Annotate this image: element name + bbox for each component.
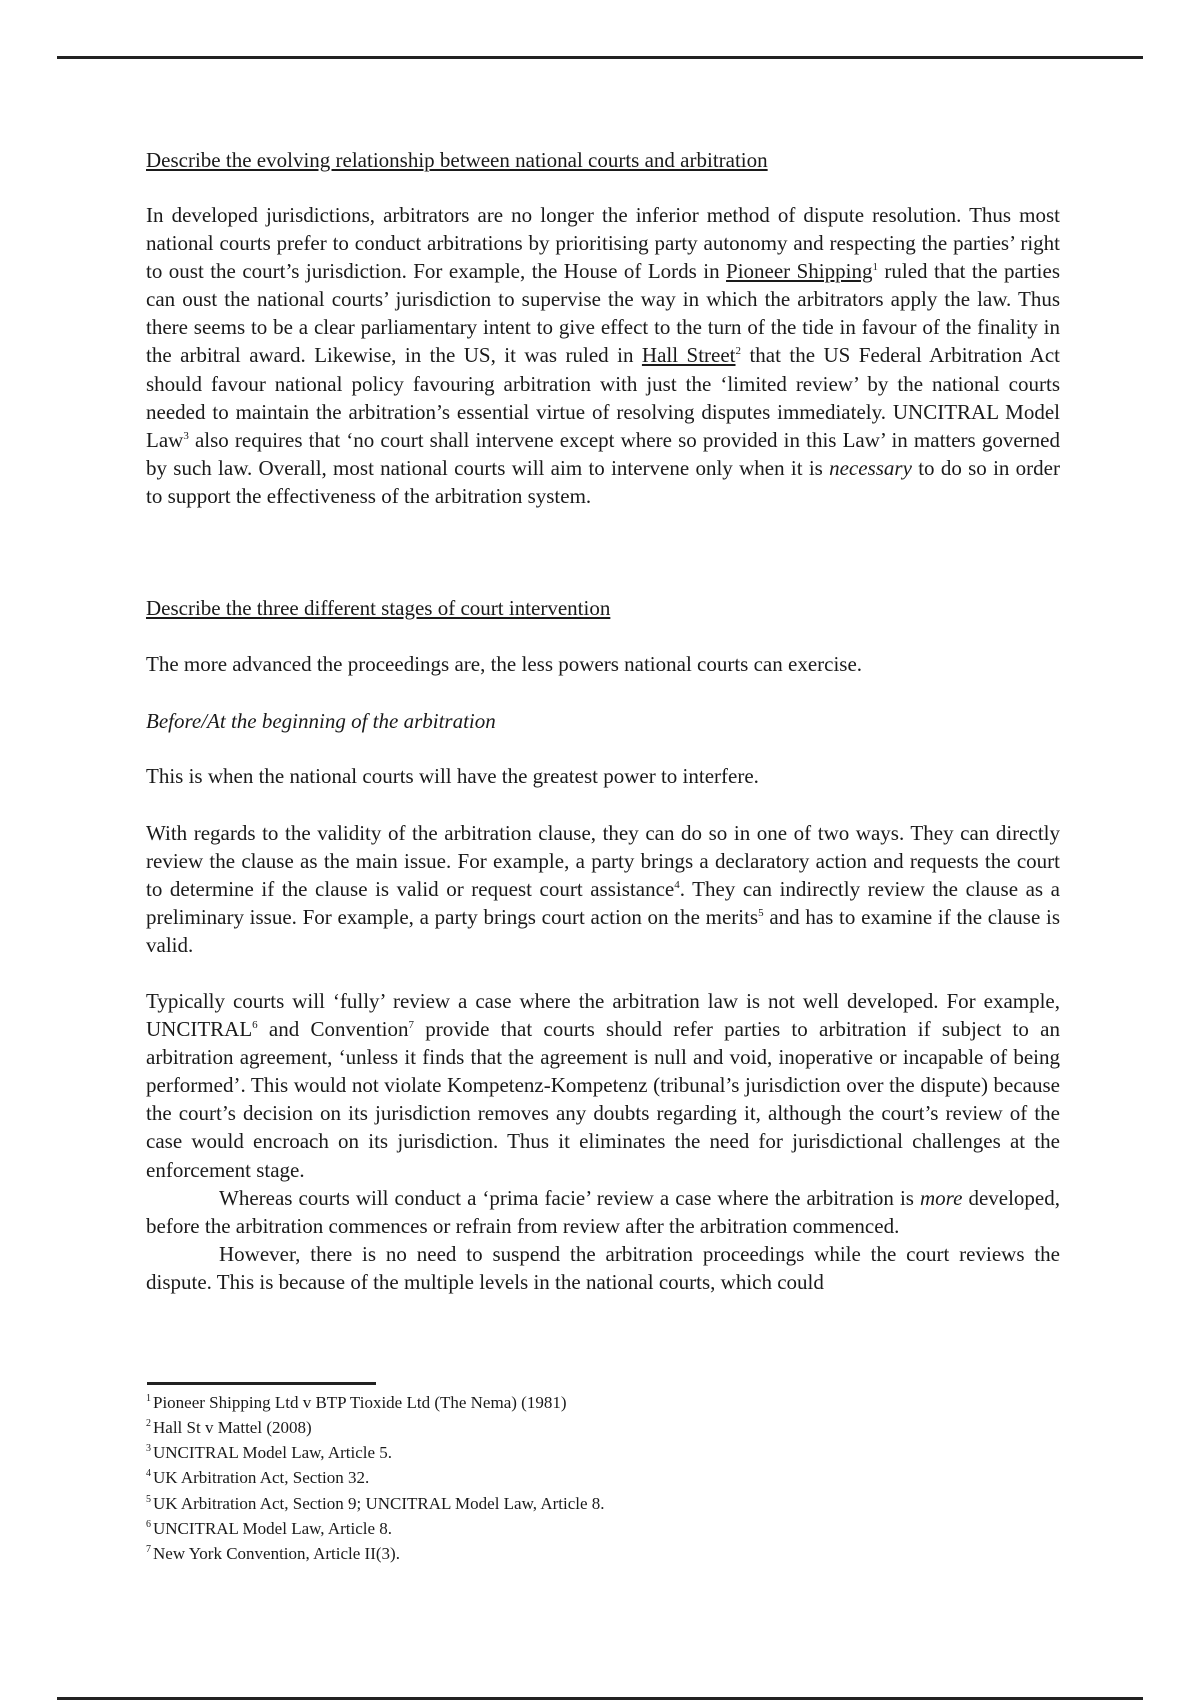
paragraph: This is when the national courts will have the greatest power to interfere. (146, 764, 759, 788)
footnote-number: 1 (146, 1393, 151, 1405)
footnote-separator (147, 1382, 376, 1385)
footnote-ref: 5 (758, 907, 764, 920)
footnote-number: 6 (146, 1519, 151, 1531)
text: to do so in order to support the effectiveness of the arbitration system. (146, 455, 1060, 508)
case-name: Pioneer Shipping (726, 259, 873, 284)
paragraph-group (146, 987, 1060, 1296)
footnote (146, 1441, 392, 1466)
paragraph (146, 201, 1060, 510)
footnote (146, 1517, 392, 1542)
footnote-text: UK Arbitration Act, Section 9; UNCITRAL Model Law, Article 8. (153, 1494, 605, 1513)
paragraph (146, 987, 1060, 1184)
text: and has to examine if the clause is valid. (146, 905, 1060, 958)
footnote-ref: 3 (183, 429, 189, 442)
footnote-text: New York Convention, Article II(3). (153, 1544, 400, 1563)
text: and Convention (257, 1017, 409, 1042)
paragraph (146, 819, 1060, 959)
paragraph (146, 1184, 1060, 1240)
text: . They can indirectly review the clause as a preliminary issue. For example, a party brings court action on the merits (146, 877, 1060, 930)
section-heading: Describe the three different stages of court intervention (146, 596, 611, 620)
footnote-text: UNCITRAL Model Law, Article 5. (153, 1443, 393, 1462)
text: developed, before the arbitration commences or refrain from review after the arbitration commenced. (146, 1185, 1060, 1238)
text: Typically courts will ‘fully’ review a case where the arbitration law is not well developed. For example, UNCITRAL (146, 989, 1060, 1042)
text: ruled that the parties can oust the national courts’ jurisdiction to supervise the way in which the arbitrators apply the law. Thus there seems to be a clear parliamentary intent to give effect to the turn of the tide in favour of the finality in the arbitral award. Likewise, in the US, it was ruled in (146, 259, 1060, 368)
footnote-number: 2 (146, 1418, 151, 1430)
footnote-text: UK Arbitration Act, Section 32. (153, 1468, 370, 1487)
footnote-number: 3 (146, 1443, 151, 1455)
text: In developed jurisdictions, arbitrators are no longer the inferior method of dispute resolution. Thus most national courts prefer to conduct arbitrations by prioritising party autonomy and respecting the parties’ right to oust the court’s jurisdiction. For example, the House of Lords in (146, 203, 1060, 284)
emphasis: more (920, 1185, 963, 1210)
text: Whereas courts will conduct a ‘prima facie’ review a case where the arbitration is (219, 1185, 921, 1210)
emphasis: necessary (829, 455, 912, 480)
footnote (146, 1542, 400, 1567)
footnote-number: 4 (146, 1468, 151, 1480)
case-name: Hall Street (641, 343, 736, 368)
text: also requires that ‘no court shall intervene except where so provided in this Law’ in matters governed by such law. Overall, most national courts will aim to intervene only when it is (146, 427, 1060, 480)
footnote-text: UNCITRAL Model Law, Article 8. (153, 1519, 393, 1538)
footnote-text: Pioneer Shipping Ltd v BTP Tioxide Ltd (The Nema) (1981) (153, 1393, 567, 1412)
footnote (146, 1492, 605, 1517)
footnote-ref: 6 (252, 1019, 258, 1032)
footnote (146, 1391, 566, 1416)
footnote-ref: 7 (408, 1019, 415, 1032)
footnote-ref: 1 (872, 261, 878, 274)
footnote (146, 1416, 312, 1441)
text: provide that courts should refer parties to arbitration if subject to an arbitration agreement, ‘unless it finds that the agreement is null and void, inoperative or incapable of being performed’. This would not violate Kompetenz-Kompetenz (tribunal’s jurisdiction over the dispute) because the court’s decision on its jurisdiction removes any doubts regarding it, although the court’s review of the case would encroach on its jurisdiction. Thus it eliminates the need for jurisdictional challenges at the enforcement stage. (146, 1017, 1060, 1182)
subheading: Before/At the beginning of the arbitration (146, 709, 496, 733)
paragraph: The more advanced the proceedings are, the less powers national courts can exercise. (146, 652, 863, 676)
footnote-ref: 2 (735, 345, 742, 358)
footnote-text: Hall St v Mattel (2008) (153, 1418, 312, 1437)
footnote-number: 5 (146, 1494, 151, 1506)
header-rule (57, 56, 1143, 59)
footnote-ref: 4 (674, 879, 680, 892)
text: With regards to the validity of the arbitration clause, they can do so in one of two ways. They can directly review the clause as the main issue. For example, a party brings a declaratory action and requests the court to determine if the clause is valid or request court assistance (146, 821, 1060, 902)
paragraph: However, there is no need to suspend the arbitration proceedings while the court reviews the dispute. This is because of the multiple levels in the national courts, which could (146, 1241, 1060, 1294)
section-heading: Describe the evolving relationship between national courts and arbitration (146, 148, 768, 172)
footnote-number: 7 (146, 1544, 151, 1556)
footnote (146, 1466, 369, 1491)
text: that the US Federal Arbitration Act should favour national policy favouring arbitration with just the ‘limited review’ by the national courts needed to maintain the arbitration’s essential virtue of resolving disputes immediately. UNCITRAL Model Law (146, 343, 1060, 452)
